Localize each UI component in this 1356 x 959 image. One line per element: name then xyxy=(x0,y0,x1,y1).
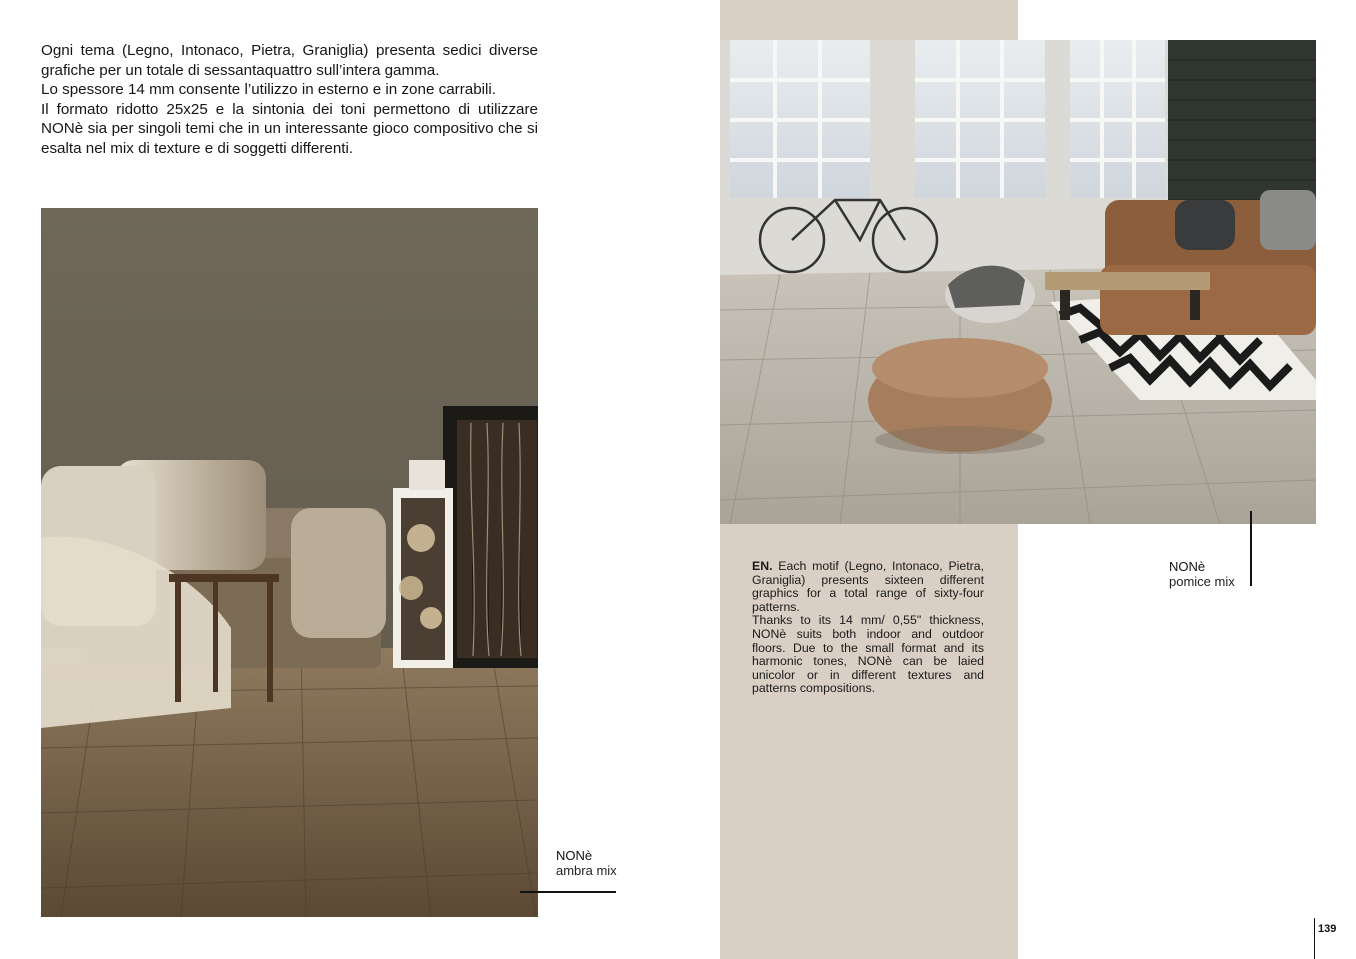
english-paragraph-text: Each motif (Legno, Intonaco, Pietra, Graniglia) presents sixteen different graphics for a total range of sixty-four patterns. xyxy=(752,559,984,614)
caption-variant: ambra mix xyxy=(556,863,617,878)
photo-ambra-mix-illustration xyxy=(41,208,538,917)
page-number-rule xyxy=(1314,918,1315,959)
caption-rule xyxy=(1250,511,1252,586)
caption-product-name: NONè xyxy=(1169,559,1206,574)
intro-line: Lo spessore 14 mm consente l’utilizzo in esterno e in zone carrabili. xyxy=(41,81,497,99)
caption-product-name: NONè xyxy=(556,848,593,863)
caption-variant: pomice mix xyxy=(1169,574,1235,589)
caption-ambra-mix xyxy=(556,848,636,878)
intro-line: Ogni tema (Legno, Intonaco, Pietra, Graniglia) presenta sedici diverse grafiche per un totale di sessantaquattro sull’intera gamma. xyxy=(41,42,538,79)
caption-pomice-mix xyxy=(1169,559,1249,589)
caption-rule xyxy=(520,891,616,893)
intro-paragraph xyxy=(41,41,538,159)
photo-pomice-mix-loft xyxy=(720,40,1316,524)
photo-pomice-mix-illustration xyxy=(720,40,1316,524)
english-description xyxy=(752,560,984,696)
language-label: EN. xyxy=(752,559,773,573)
page-number: 139 xyxy=(1318,923,1337,935)
english-paragraph xyxy=(752,560,984,614)
english-paragraph: Thanks to its 14 mm/ 0,55" thickness, NONè suits both indoor and outdoor floors. Due to the small format and its harmonic tones, NONè can be laied unicolor or in different textures and patterns compositions. xyxy=(752,613,984,696)
photo-ambra-mix-living-room xyxy=(41,208,538,917)
intro-line: Il formato ridotto 25x25 e la sintonia dei toni permettono di utilizzare NONè sia per singoli temi che in un interessante gioco compositivo che si esalta nel mix di texture e di soggetti differenti. xyxy=(41,100,538,157)
